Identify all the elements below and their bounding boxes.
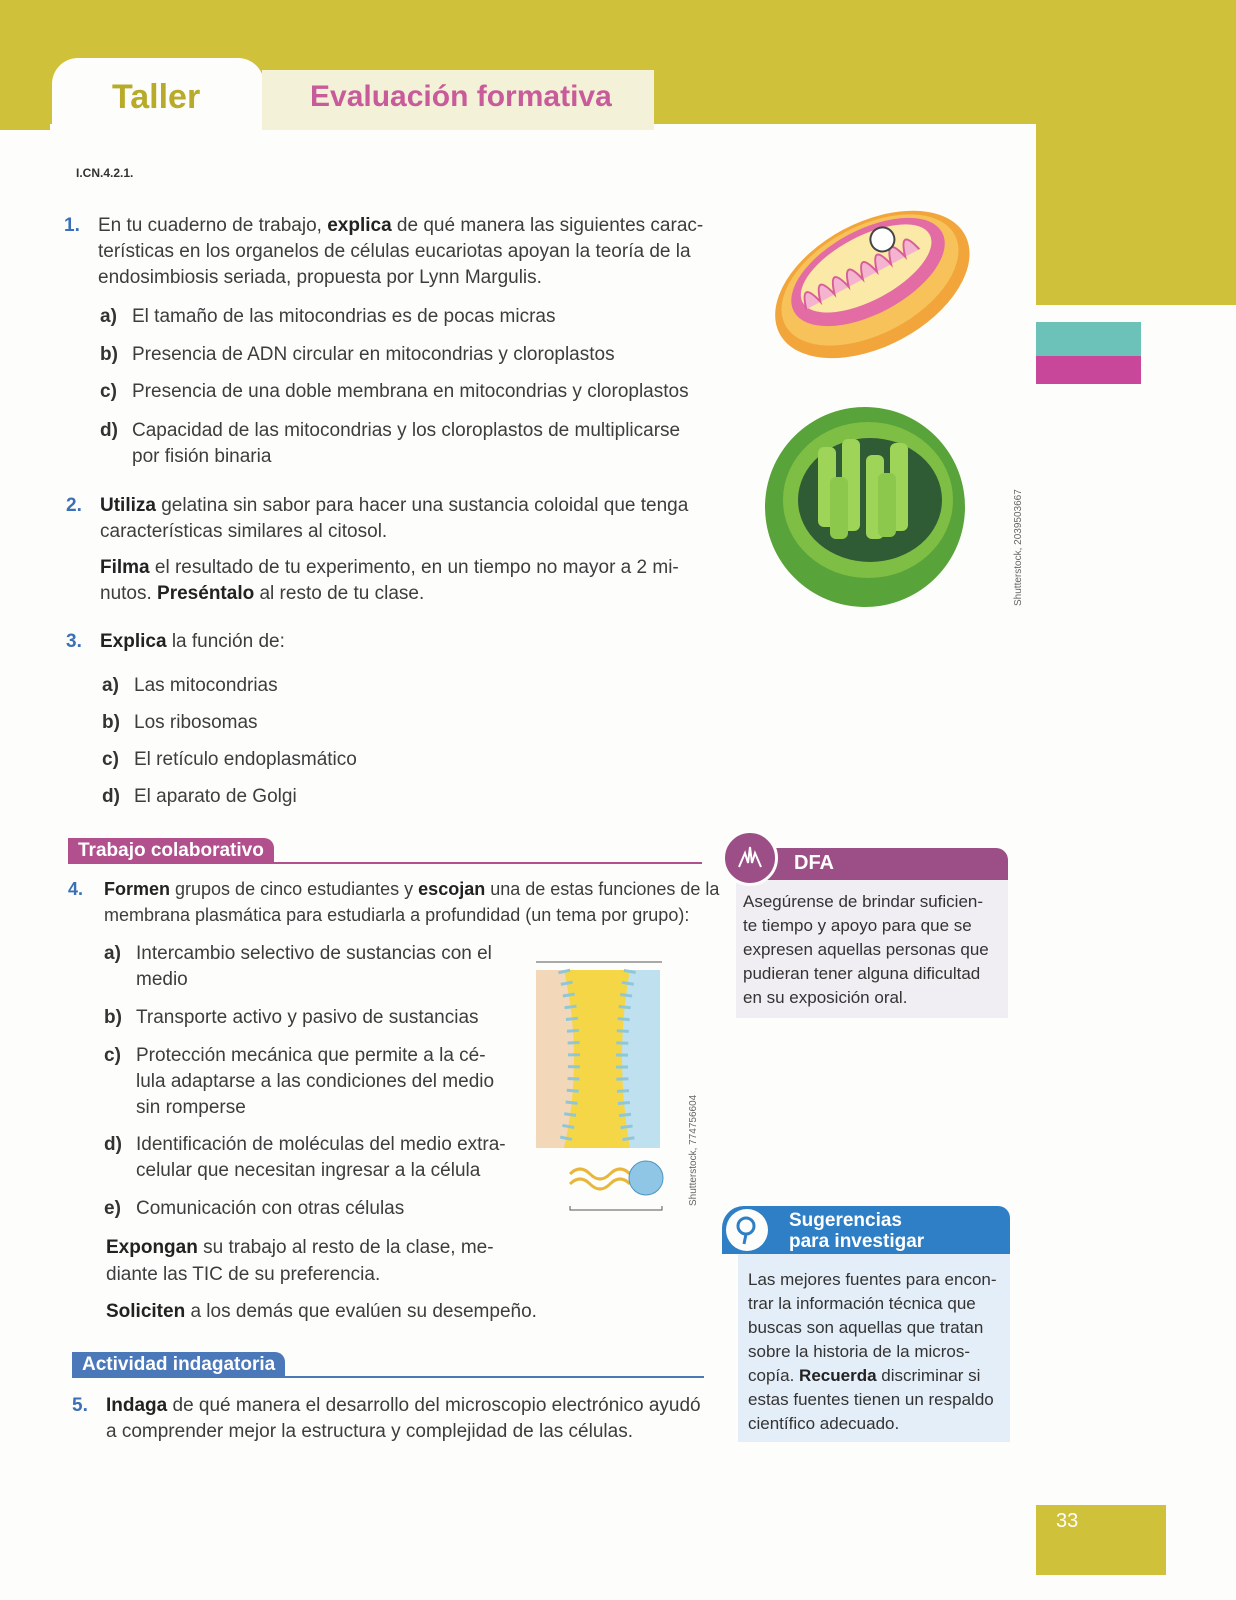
dfa-line: en su exposición oral. [743, 988, 908, 1007]
list-item [104, 1195, 405, 1222]
suggestions-line: estas fuentes tienen un respaldo [748, 1390, 994, 1409]
list-item [100, 378, 689, 405]
suggestions-line: copía. [748, 1366, 800, 1385]
dfa-line: te tiempo y apoyo para que se [743, 916, 972, 935]
q4-closing [106, 1234, 537, 1325]
q2-verb: Preséntalo [157, 583, 255, 604]
q4-text: grupos de cinco estudiantes y [170, 879, 419, 899]
q2-text: nutos. [100, 583, 158, 604]
item-text: Protección mecánica que permite a la cé- [136, 1045, 486, 1066]
suggestions-text [748, 1268, 1000, 1436]
q1-text: En tu cuaderno de trabajo, [98, 215, 328, 236]
question-number: 3. [66, 631, 82, 652]
item-label: c) [102, 749, 119, 770]
item-label: e) [104, 1198, 121, 1219]
item-text: Capacidad de las mitocondrias y los cloroplastos de multiplicarse [132, 420, 681, 441]
item-text: El aparato de Golgi [134, 786, 297, 807]
dfa-title: DFA [794, 852, 834, 874]
q2-text: gelatina sin sabor para hacer una sustancia coloidal que tenga [155, 495, 689, 516]
item-text: lula adaptarse a las condiciones del medio [136, 1071, 495, 1092]
item-text: sin romperse [136, 1097, 246, 1118]
q1-text: de qué manera las siguientes carac- [391, 215, 704, 236]
q2-verb: Utiliza [100, 495, 156, 516]
suggestions-icon [726, 1209, 768, 1251]
q2-verb: Filma [100, 557, 150, 578]
item-text: medio [136, 969, 188, 990]
list-item [102, 672, 278, 699]
item-label: b) [100, 344, 118, 365]
list-item [102, 709, 258, 736]
item-label: d) [100, 420, 118, 441]
dfa-icon [722, 830, 778, 886]
suggestions-line: discriminar si [876, 1366, 981, 1385]
question-5 [72, 1392, 701, 1442]
item-text: Intercambio selectivo de sustancias con el [136, 943, 492, 964]
dfa-text [743, 890, 1001, 1010]
q2-text: al resto de tu clase. [254, 583, 425, 604]
image-credit: Shutterstock, 774756604 [688, 1094, 699, 1206]
item-label: b) [102, 712, 120, 733]
page-title: Taller [112, 78, 201, 116]
chloroplast-illustration [760, 395, 975, 615]
suggestions-line: sobre la historia de la micros- [748, 1342, 971, 1361]
item-text: por fisión binaria [132, 446, 272, 467]
list-item [104, 1131, 506, 1181]
item-text: Transporte activo y pasivo de sustancias [136, 1007, 479, 1028]
q1-line: terísticas en los organelos de células eucariotas apoyan la teoría de la [98, 241, 691, 262]
image-credit: Shutterstock, 2039503667 [1013, 489, 1024, 606]
item-label: d) [102, 786, 120, 807]
item-label: b) [104, 1007, 122, 1028]
q4-text: su trabajo al resto de la clase, me- [197, 1237, 494, 1258]
q4-verb: escojan [418, 879, 486, 899]
q2-line: características similares al citosol. [100, 521, 388, 542]
question-1 [64, 212, 714, 288]
page-number: 33 [1056, 1510, 1079, 1532]
question-3 [66, 628, 285, 655]
item-label: c) [104, 1045, 121, 1066]
q4-line: diante las TIC de su preferencia. [106, 1264, 381, 1285]
q4-verb: Formen [104, 879, 171, 899]
section-divider [72, 1376, 704, 1378]
page-subtitle: Evaluación formativa [310, 80, 612, 113]
q2-text: el resultado de tu experimento, en un tiempo no mayor a 2 mi- [149, 557, 679, 578]
hands-icon [725, 833, 775, 883]
item-text: celular que necesitan ingresar a la célula [136, 1160, 481, 1181]
mitochondrion-illustration [760, 180, 980, 380]
item-label: a) [102, 675, 119, 696]
question-number: 4. [68, 879, 84, 899]
dfa-line: Asegúrense de brindar suficien- [743, 892, 984, 911]
dfa-line: pudieran tener alguna dificultad [743, 964, 981, 983]
item-label: d) [104, 1134, 122, 1155]
suggestions-line: científico adecuado. [748, 1414, 900, 1433]
suggestions-verb: Recuerda [799, 1366, 877, 1385]
item-text: El retículo endoplasmático [134, 749, 357, 770]
q4-text: a los demás que evalúen su desempeño. [185, 1301, 537, 1322]
question-number: 5. [72, 1395, 88, 1416]
q4-line: membrana plasmática para estudiarla a profundidad (un tema por grupo): [104, 905, 690, 925]
q1-line: endosimbiosis seriada, propuesta por Lynn Margulis. [98, 267, 542, 288]
item-text: Presencia de ADN circular en mitocondrias y cloroplastos [132, 344, 615, 365]
question-number: 2. [66, 495, 82, 516]
magnifier-icon [726, 1209, 768, 1251]
section-header-collaborative: Trabajo colaborativo [68, 838, 274, 864]
suggestions-title [789, 1210, 924, 1252]
item-text: El tamaño de las mitocondrias es de pocas micras [132, 306, 556, 327]
item-text: Comunicación con otras células [136, 1198, 405, 1219]
suggestions-line: trar la información técnica que [748, 1294, 976, 1313]
q3-verb: Explica [100, 631, 167, 652]
item-text: Identificación de moléculas del medio extra- [136, 1134, 506, 1155]
dfa-line: expresen aquellas personas que [743, 940, 989, 959]
question-4 [68, 876, 720, 925]
q1-verb: explica [327, 215, 392, 236]
list-item [104, 1004, 479, 1031]
list-item [102, 783, 297, 810]
teal-stripe [1036, 322, 1141, 356]
q4-verb: Soliciten [106, 1301, 186, 1322]
item-text: Las mitocondrias [134, 675, 278, 696]
q5-text: de qué manera el desarrollo del microscopio electrónico ayudó [167, 1395, 701, 1416]
item-text: Presencia de una doble membrana en mitocondrias y cloroplastos [132, 381, 689, 402]
list-item [102, 746, 357, 773]
q5-verb: Indaga [106, 1395, 168, 1416]
list-item [100, 417, 681, 467]
suggestions-line: Las mejores fuentes para encon- [748, 1270, 997, 1289]
list-item [100, 303, 556, 330]
q4-verb: Expongan [106, 1237, 198, 1258]
list-item [104, 1042, 495, 1118]
list-item [100, 341, 615, 368]
q4-text: una de estas funciones de la [485, 879, 720, 899]
suggestions-title-line: para investigar [789, 1231, 925, 1252]
list-item [104, 940, 492, 990]
question-number: 1. [64, 215, 80, 236]
cell-membrane-illustration [534, 958, 666, 1214]
side-band [1036, 0, 1236, 305]
question-2 [66, 492, 689, 604]
suggestions-line: buscas son aquellas que tratan [748, 1318, 984, 1337]
pink-stripe [1036, 356, 1141, 384]
item-label: a) [100, 306, 117, 327]
section-divider [68, 862, 702, 864]
item-text: Los ribosomas [134, 712, 258, 733]
section-header-inquiry: Actividad indagatoria [72, 1352, 285, 1378]
suggestions-title-line: Sugerencias [789, 1210, 902, 1231]
skill-code: I.CN.4.2.1. [76, 166, 134, 180]
item-label: c) [100, 381, 117, 402]
item-label: a) [104, 943, 121, 964]
q3-text: la función de: [166, 631, 285, 652]
q5-line: a comprender mejor la estructura y complejidad de las células. [106, 1421, 633, 1442]
